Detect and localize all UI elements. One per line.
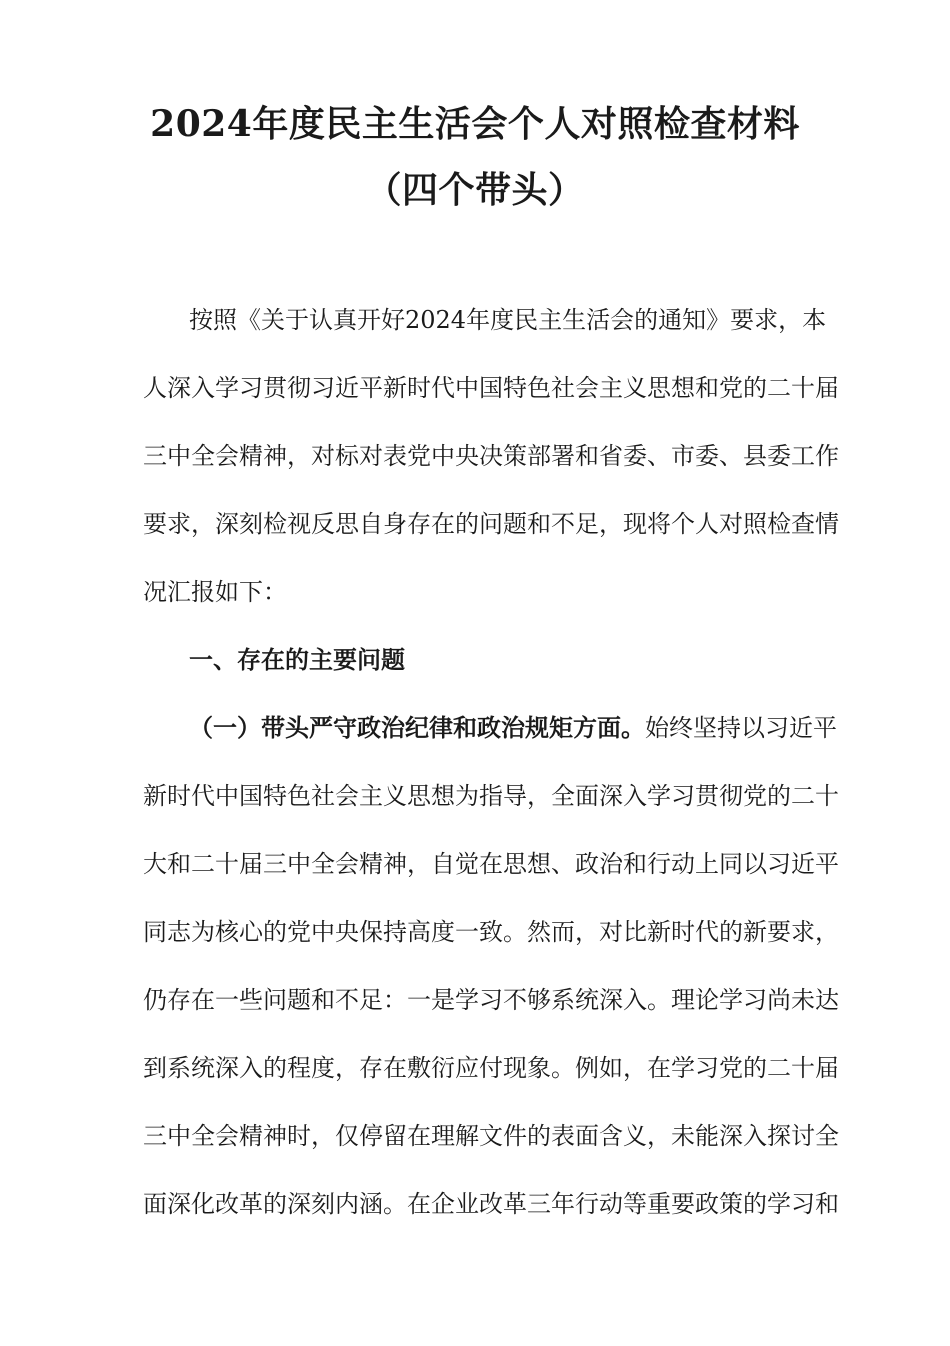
paragraph-line: 大和二十届三中全会精神，自觉在思想、政治和行动上同以习近平 <box>143 850 839 878</box>
paragraph-line: 三中全会精神时，仅停留在理解文件的表面含义，未能深入探讨全 <box>143 1122 839 1150</box>
document-body <box>143 300 839 1252</box>
subsection-first-line <box>143 708 837 776</box>
subsection-first-line-text: 始终坚持以习近平 <box>645 714 837 742</box>
subsection-heading: （一）带头严守政治纪律和政治规矩方面。 <box>189 713 645 742</box>
paragraph-line: 按照《关于认真开好2024年度民主生活会的通知》要求，本 <box>189 306 827 334</box>
document-title: 2024年度民主生活会个人对照检查材料 <box>150 103 800 145</box>
paragraph-line: 人深入学习贯彻习近平新时代中国特色社会主义思想和党的二十届 <box>143 374 839 402</box>
paragraph-line: 同志为核心的党中央保持高度一致。然而，对比新时代的新要求， <box>143 918 839 946</box>
section-heading: 一、存在的主要问题 <box>189 645 405 674</box>
paragraph-line: 仍存在一些问题和不足：一是学习不够系统深入。理论学习尚未达 <box>143 986 839 1014</box>
paragraph-line: 新时代中国特色社会主义思想为指导，全面深入学习贯彻党的二十 <box>143 782 839 810</box>
paragraph-line: 三中全会精神，对标对表党中央决策部署和省委、市委、县委工作 <box>143 442 839 470</box>
paragraph-line: 到系统深入的程度，存在敷衍应付现象。例如，在学习党的二十届 <box>143 1054 839 1082</box>
paragraph-line: 面深化改革的深刻内涵。在企业改革三年行动等重要政策的学习和 <box>143 1190 839 1218</box>
document-subtitle: （四个带头） <box>365 169 585 211</box>
paragraph-line: 况汇报如下： <box>143 578 287 606</box>
paragraph-line: 要求，深刻检视反思自身存在的问题和不足，现将个人对照检查情 <box>143 510 839 538</box>
